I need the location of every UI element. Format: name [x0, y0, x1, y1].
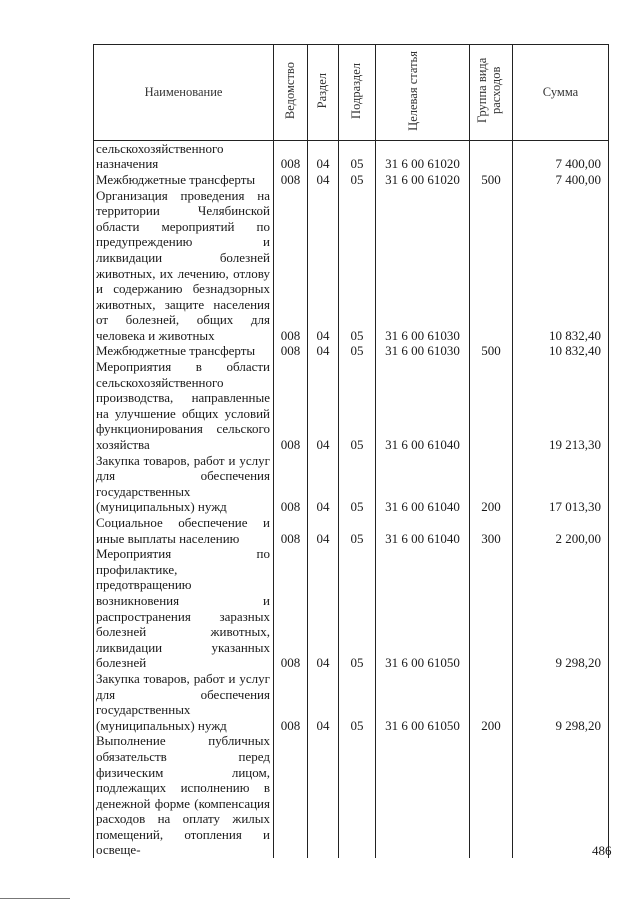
cell-ministry: 008: [274, 188, 308, 344]
cell-target: 31 6 00 61040: [376, 359, 470, 453]
header-target-label: Целевая статья: [405, 50, 420, 131]
cell-subsection: 05: [339, 140, 376, 172]
table-row: [94, 188, 609, 344]
cell-ministry: 008: [274, 453, 308, 515]
header-subsection-label: Подраздел: [349, 62, 364, 119]
cell-amount: [513, 733, 609, 858]
cell-name: Организация проведения на территории Челябинской области мероприятий по предупреждению и ликвидации болезней животных, их лечению, отлову и содержанию безнадзорных животных, защите населения от болезней, общих для человека и животных: [94, 188, 274, 344]
page-number: 486: [592, 843, 612, 858]
cell-expense-group: 300: [470, 515, 513, 546]
cell-name: Закупка товаров, работ и услуг для обеспечения государственных (муниципальных) нужд: [94, 453, 274, 515]
cell-ministry: 008: [274, 359, 308, 453]
cell-expense-group: [470, 359, 513, 453]
cell-ministry: 008: [274, 546, 308, 671]
cell-amount: 9 298,20: [513, 671, 609, 733]
cell-target: [376, 733, 470, 858]
cell-ministry: 008: [274, 515, 308, 546]
cell-amount: 10 832,40: [513, 188, 609, 344]
cell-section: 04: [308, 359, 339, 453]
header-row: [94, 45, 609, 141]
cell-ministry: 008: [274, 172, 308, 188]
cell-name: Межбюджетные трансферты: [94, 172, 274, 188]
cell-amount: 7 400,00: [513, 172, 609, 188]
cell-name: Социальное обеспечение и иные выплаты населению: [94, 515, 274, 546]
cell-target: 31 6 00 61050: [376, 671, 470, 733]
cell-subsection: [339, 733, 376, 858]
cell-section: [308, 733, 339, 858]
cell-section: 04: [308, 671, 339, 733]
cell-name: Закупка товаров, работ и услуг для обеспечения государственных (муниципальных) нужд: [94, 671, 274, 733]
table-row: [94, 453, 609, 515]
cell-amount: 9 298,20: [513, 546, 609, 671]
cell-target: 31 6 00 61030: [376, 343, 470, 359]
cell-amount: 2 200,00: [513, 515, 609, 546]
table-row: [94, 515, 609, 546]
cell-amount: 19 213,30: [513, 359, 609, 453]
header-expense-group-label: Группа вида расходов: [475, 57, 503, 124]
cell-expense-group: [470, 733, 513, 858]
cell-expense-group: 200: [470, 453, 513, 515]
header-ministry: [274, 45, 308, 141]
header-subsection: [339, 45, 376, 141]
cell-section: 04: [308, 515, 339, 546]
cell-section: 04: [308, 172, 339, 188]
table-row: [94, 172, 609, 188]
cell-amount: 17 013,30: [513, 453, 609, 515]
cell-ministry: 008: [274, 140, 308, 172]
cell-target: 31 6 00 61020: [376, 140, 470, 172]
header-section: [308, 45, 339, 141]
cell-expense-group: 200: [470, 671, 513, 733]
table-row: [94, 733, 609, 858]
cell-target: 31 6 00 61040: [376, 515, 470, 546]
cell-section: 04: [308, 546, 339, 671]
header-target: [376, 45, 470, 141]
cell-subsection: 05: [339, 172, 376, 188]
cell-name: Выполнение публичных обязательств перед физическим лицом, подлежащих исполнению в денежной форме (компенсация расходов на оплату жилых помещений, отопления и освеще-: [94, 733, 274, 858]
table-body: [94, 140, 609, 858]
cell-ministry: [274, 733, 308, 858]
header-name: Наименование: [94, 45, 274, 141]
cell-expense-group: 500: [470, 172, 513, 188]
cell-section: 04: [308, 343, 339, 359]
cell-target: 31 6 00 61030: [376, 188, 470, 344]
cell-subsection: 05: [339, 546, 376, 671]
table-row: [94, 343, 609, 359]
cell-name: Мероприятия по профилактике, предотвращению возникновения и распространения заразных болезней животных, ликвидации указанных болезней: [94, 546, 274, 671]
cell-name: Межбюджетные трансферты: [94, 343, 274, 359]
cell-section: 04: [308, 453, 339, 515]
table-row: [94, 359, 609, 453]
cell-target: 31 6 00 61020: [376, 172, 470, 188]
table-row: [94, 546, 609, 671]
cell-ministry: 008: [274, 671, 308, 733]
cell-target: 31 6 00 61050: [376, 546, 470, 671]
table-row: [94, 140, 609, 172]
cell-subsection: 05: [339, 453, 376, 515]
cell-subsection: 05: [339, 188, 376, 344]
cell-subsection: 05: [339, 359, 376, 453]
cell-section: 04: [308, 140, 339, 172]
cell-subsection: 05: [339, 343, 376, 359]
cell-target: 31 6 00 61040: [376, 453, 470, 515]
budget-table: [93, 44, 609, 858]
header-expense-group: [470, 45, 513, 141]
cell-amount: 10 832,40: [513, 343, 609, 359]
footer-rule: [0, 898, 70, 899]
cell-expense-group: [470, 188, 513, 344]
cell-section: 04: [308, 188, 339, 344]
cell-name: Мероприятия в области сельскохозяйственного производства, направленные на улучшение общих условий функционирования сельского хозяйства: [94, 359, 274, 453]
cell-name: сельскохозяйственного назначения: [94, 140, 274, 172]
header-ministry-label: Ведомство: [282, 61, 297, 120]
cell-subsection: 05: [339, 671, 376, 733]
cell-amount: 7 400,00: [513, 140, 609, 172]
cell-ministry: 008: [274, 343, 308, 359]
cell-expense-group: [470, 546, 513, 671]
table-row: [94, 671, 609, 733]
cell-expense-group: [470, 140, 513, 172]
header-amount: Сумма: [513, 45, 609, 141]
header-section-label: Раздел: [315, 72, 330, 109]
cell-subsection: 05: [339, 515, 376, 546]
cell-expense-group: 500: [470, 343, 513, 359]
